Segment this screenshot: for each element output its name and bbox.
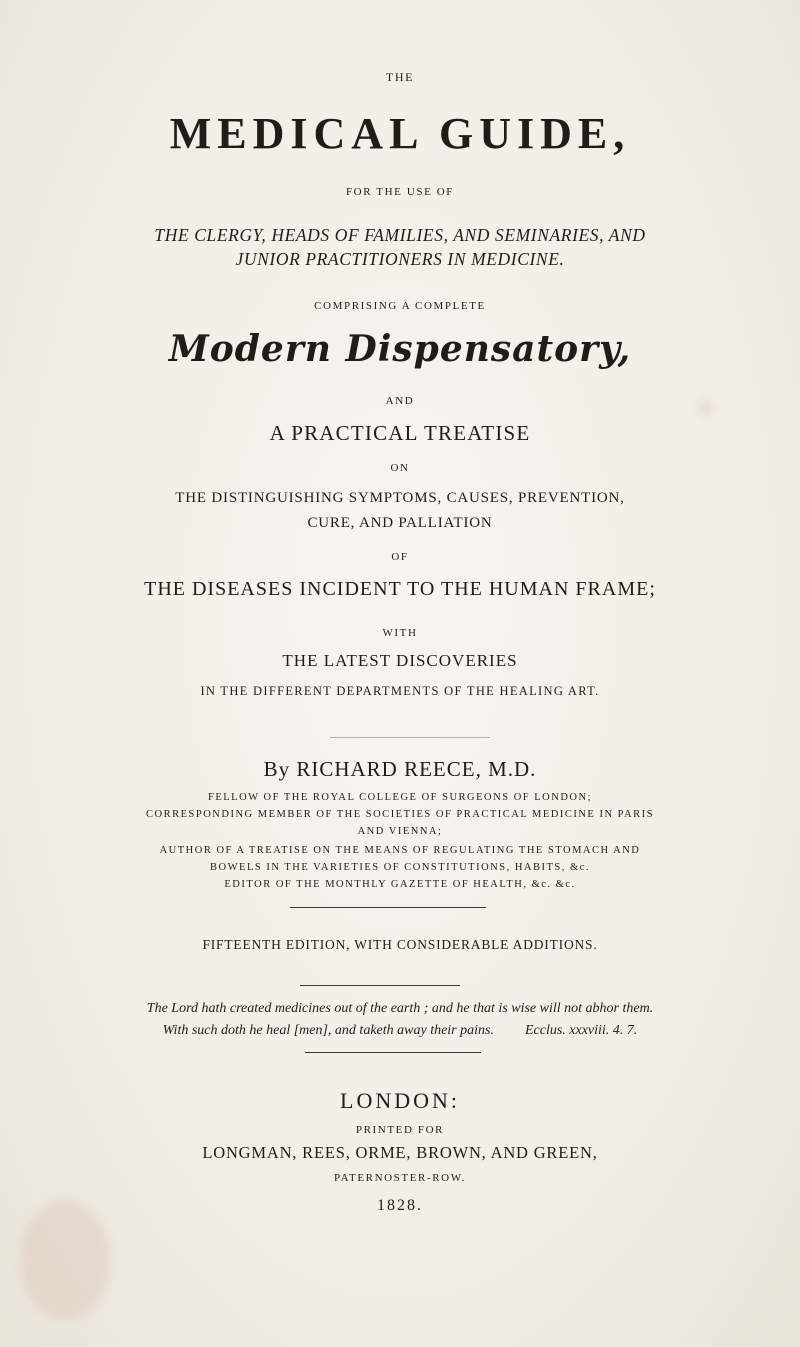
audience-line-1: THE CLERGY, HEADS OF FAMILIES, AND SEMINARIES, AND [154,225,646,245]
discoveries-heading: THE LATEST DISCOVERIES [282,651,518,670]
imprint-city: LONDON: [340,1088,460,1113]
imprint-address: PATERNOSTER-ROW. [333,1172,467,1184]
divider [330,737,490,738]
author-credit-4: AUTHOR OF A TREATISE ON THE MEANS OF REGULATING THE STOMACH AND [159,845,641,856]
author-byline: By RICHARD REECE, M.D. [263,757,537,781]
epigraph-line-2-wrap [0,1023,800,1039]
imprint-printed-for: PRINTED FOR [355,1124,445,1136]
divider [305,1052,481,1053]
divider [290,907,486,908]
author-credit-1: FELLOW OF THE ROYAL COLLEGE OF SURGEONS OF LONDON; [208,792,592,803]
and-line: AND [385,395,415,407]
on-line: ON [390,462,410,474]
symptoms-line-2: CURE, AND PALLIATION [307,515,493,531]
with-line: WITH [382,627,418,639]
comprising-line: COMPRISING A COMPLETE [314,300,486,312]
author-credit-2: CORRESPONDING MEMBER OF THE SOCIETIES OF PRACTICAL MEDICINE IN PARIS [146,809,654,820]
symptoms-line-1: THE DISTINGUISHING SYMPTOMS, CAUSES, PREVENTION, [175,490,625,506]
author-credit-6: EDITOR OF THE MONTHLY GAZETTE OF HEALTH, &c. &c. [224,879,576,890]
author-credit-5: BOWELS IN THE VARIETIES OF CONSTITUTIONS, HABITS, &c. [210,862,590,873]
dispensatory-heading: Modern Dispensatory, [168,328,632,370]
audience-line-2: JUNIOR PRACTITIONERS IN MEDICINE. [235,249,565,269]
epigraph-line-2: With such doth he heal [men], and taketh away their pains. [162,1023,494,1038]
paper-stain [20,1200,110,1320]
imprint-publisher: LONGMAN, REES, ORME, BROWN, AND GREEN, [202,1143,598,1162]
main-title: MEDICAL GUIDE, [169,109,631,158]
of-line: OF [391,551,409,563]
epigraph-line-1: The Lord hath created medicines out of the earth ; and he that is wise will not abhor them. [146,1001,654,1016]
author-credit-3: AND VIENNA; [357,826,443,837]
title-article: THE [385,70,415,84]
treatise-heading: A PRACTICAL TREATISE [269,421,531,445]
divider [300,985,460,986]
departments-line: IN THE DIFFERENT DEPARTMENTS OF THE HEALING ART. [200,684,600,698]
for-use-line: FOR THE USE OF [345,186,455,198]
edition-line: FIFTEENTH EDITION, WITH CONSIDERABLE ADDITIONS. [202,937,598,952]
diseases-heading: THE DISEASES INCIDENT TO THE HUMAN FRAME; [144,578,656,600]
epigraph-citation: Ecclus. xxxviii. 4. 7. [524,1023,638,1038]
imprint-year: 1828. [377,1197,423,1214]
